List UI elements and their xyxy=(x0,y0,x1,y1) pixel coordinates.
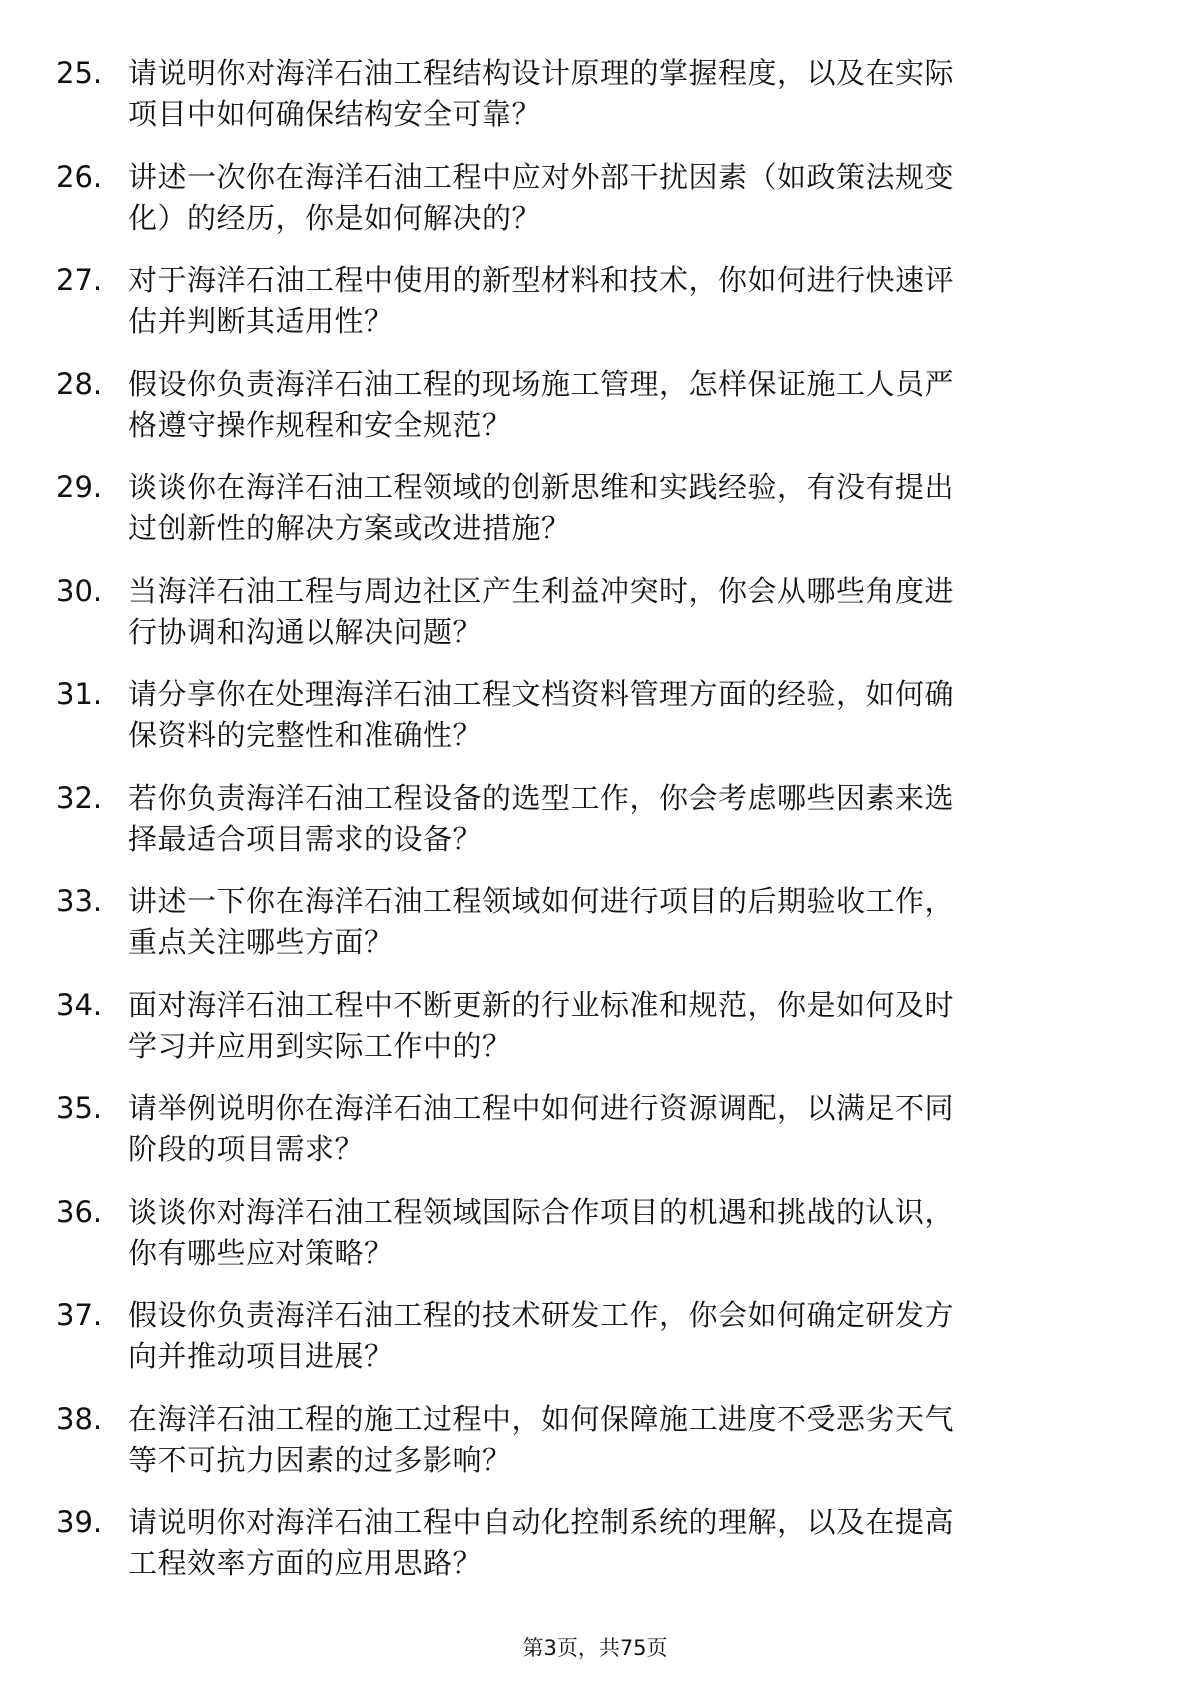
question-item xyxy=(56,1192,1136,1296)
question-line: 在海洋石油工程的施工过程中，如何保障施工进度不受恶劣天气 xyxy=(128,1401,955,1436)
question-line: 化）的经历，你是如何解决的？ xyxy=(128,200,542,235)
question-text xyxy=(128,53,1128,135)
question-text xyxy=(128,467,1128,549)
question-line: 当海洋石油工程与周边社区产生利益冲突时，你会从哪些角度进 xyxy=(128,573,955,608)
question-line: 讲述一下你在海洋石油工程领域如何进行项目的后期验收工作， xyxy=(128,884,955,918)
question-number: 39. xyxy=(56,1505,103,1539)
question-item xyxy=(56,53,1136,157)
question-item xyxy=(56,674,1136,778)
question-number: 34. xyxy=(56,987,103,1022)
question-number: 33. xyxy=(56,884,103,918)
question-item xyxy=(56,571,1136,675)
question-number: 25. xyxy=(56,56,103,90)
question-text xyxy=(128,157,1128,239)
question-text xyxy=(128,1192,1128,1274)
question-text xyxy=(128,881,1128,963)
question-text xyxy=(128,1088,1128,1170)
question-number: 38. xyxy=(56,1401,103,1436)
question-line: 学习并应用到实际工作中的？ xyxy=(128,1028,512,1063)
question-item xyxy=(56,881,1136,985)
question-line: 过创新性的解决方案或改进措施？ xyxy=(128,511,571,545)
question-line: 请说明你对海洋石油工程结构设计原理的掌握程度，以及在实际 xyxy=(128,56,955,90)
question-text xyxy=(128,1399,1128,1481)
question-line: 重点关注哪些方面？ xyxy=(128,925,394,959)
page-indicator: 第3页，共75页 xyxy=(522,1636,668,1660)
question-text xyxy=(128,1502,1128,1584)
question-text xyxy=(128,778,1128,860)
question-item xyxy=(56,1088,1136,1192)
question-line: 谈谈你对海洋石油工程领域国际合作项目的机遇和挑战的认识， xyxy=(128,1194,955,1229)
question-item xyxy=(56,1502,1136,1606)
question-text xyxy=(128,1295,1128,1377)
question-item xyxy=(56,260,1136,364)
question-line: 讲述一次你在海洋石油工程中应对外部干扰因素（如政策法规变 xyxy=(128,159,955,194)
question-number: 32. xyxy=(56,780,103,815)
question-line: 保资料的完整性和准确性？ xyxy=(128,718,483,752)
question-number: 28. xyxy=(56,366,103,401)
question-item xyxy=(56,985,1136,1089)
question-text xyxy=(128,260,1128,342)
question-line: 择最适合项目需求的设备？ xyxy=(128,821,483,856)
question-line: 请说明你对海洋石油工程中自动化控制系统的理解，以及在提高 xyxy=(128,1505,955,1539)
question-item xyxy=(56,778,1136,882)
question-text xyxy=(128,674,1128,756)
question-item xyxy=(56,1295,1136,1399)
question-line: 假设你负责海洋石油工程的现场施工管理，怎样保证施工人员严 xyxy=(128,366,955,401)
question-item xyxy=(56,1399,1136,1503)
question-number: 29. xyxy=(56,470,103,504)
question-line: 等不可抗力因素的过多影响？ xyxy=(128,1442,512,1477)
question-number: 36. xyxy=(56,1194,103,1229)
question-text xyxy=(128,364,1128,446)
question-number: 37. xyxy=(56,1298,103,1332)
question-line: 向并推动项目进展？ xyxy=(128,1339,394,1373)
question-line: 请举例说明你在海洋石油工程中如何进行资源调配，以满足不同 xyxy=(128,1091,955,1125)
question-number: 30. xyxy=(56,573,103,608)
question-list xyxy=(56,53,1136,1606)
question-line: 假设你负责海洋石油工程的技术研发工作，你会如何确定研发方 xyxy=(128,1298,955,1332)
question-item xyxy=(56,364,1136,468)
question-item xyxy=(56,467,1136,571)
question-text xyxy=(128,985,1128,1067)
question-line: 行协调和沟通以解决问题？ xyxy=(128,614,483,649)
question-number: 35. xyxy=(56,1091,103,1125)
question-line: 估并判断其适用性？ xyxy=(128,304,394,338)
question-number: 27. xyxy=(56,263,103,297)
question-item xyxy=(56,157,1136,261)
question-line: 项目中如何确保结构安全可靠？ xyxy=(128,97,542,131)
question-line: 若你负责海洋石油工程设备的选型工作，你会考虑哪些因素来选 xyxy=(128,780,955,815)
question-number: 31. xyxy=(56,677,103,711)
question-number: 26. xyxy=(56,159,103,194)
question-line: 你有哪些应对策略？ xyxy=(128,1235,394,1270)
question-line: 面对海洋石油工程中不断更新的行业标准和规范，你是如何及时 xyxy=(128,987,955,1022)
question-line: 格遵守操作规程和安全规范？ xyxy=(128,407,512,442)
question-line: 对于海洋石油工程中使用的新型材料和技术，你如何进行快速评 xyxy=(128,263,955,297)
question-line: 谈谈你在海洋石油工程领域的创新思维和实践经验，有没有提出 xyxy=(128,470,955,504)
question-text xyxy=(128,571,1128,653)
question-line: 请分享你在处理海洋石油工程文档资料管理方面的经验，如何确 xyxy=(128,677,955,711)
question-line: 工程效率方面的应用思路？ xyxy=(128,1546,483,1580)
question-line: 阶段的项目需求？ xyxy=(128,1132,365,1166)
